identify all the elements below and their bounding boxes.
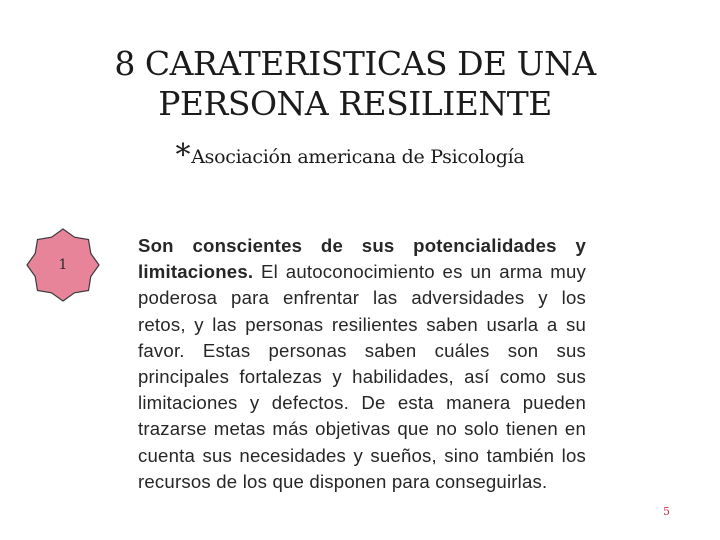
slide-title bbox=[100, 44, 610, 124]
number-badge bbox=[24, 226, 102, 304]
slide-subtitle bbox=[150, 138, 550, 173]
page-number: 5 bbox=[663, 505, 670, 518]
title-line-1: 8 CARATERISTICAS DE UNA bbox=[114, 44, 596, 83]
body-text: El autoconocimiento es un arma muy poderosa para enfrentar las adversidades y los retos, y las personas resilientes saben usarla a su favor. Estas personas saben cuáles son sus principales fortalezas y habilidades, así como sus limitaciones y defectos. De esta manera pueden trazarse metas más objetivas que no solo tienen en cuenta sus necesidades y sueños, sino también los recursos de los que disponen para conseguirlas. bbox=[138, 261, 586, 492]
badge-number: 1 bbox=[58, 257, 68, 273]
title-line-2: PERSONA RESILIENTE bbox=[158, 84, 552, 123]
body-bold-lead: Son conscientes de sus potencialidades y limitaciones. bbox=[138, 235, 586, 283]
body-paragraph bbox=[138, 233, 586, 495]
subtitle-text: Asociación americana de Psicología bbox=[191, 146, 525, 168]
asterisk-mark: * bbox=[175, 138, 191, 173]
